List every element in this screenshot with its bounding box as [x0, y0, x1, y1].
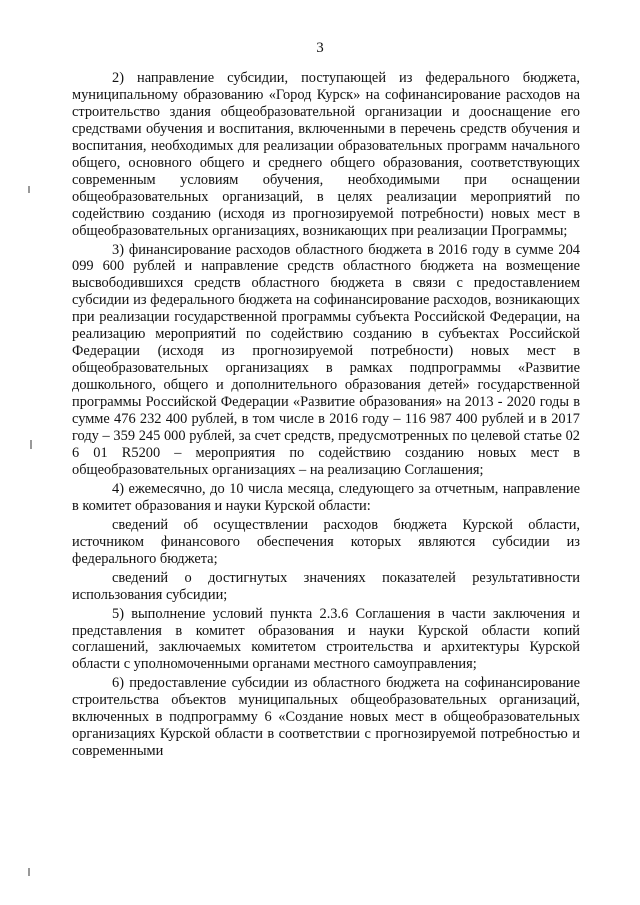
- scan-margin-mark: [28, 868, 30, 876]
- paragraph-item-3: 3) финансирование расходов областного бюджета в 2016 году в сумме 204 099 600 рублей и направление средств областного бюджета на возмещение высвободившихся средств областного бюджета в связи с предоставлением субсидии из федерального бюджета на софинансирование расходов, возникающих при реализации государственной программы субъекта Российской Федерации, на реализацию мероприятий по содействию созданию в субъектах Российской Федерации (исходя из прогнозируемой потребности) новых мест в общеобразовательных организациях в рамках подпрограммы «Развитие дошкольного, общего и дополнительного образования детей» государственной программы Российской Федерации «Развитие образования» на 2013 - 2020 годы в сумме 476 232 400 рублей, в том числе в 2016 году – 116 987 400 рублей и в 2017 году – 359 245 000 рублей, за счет средств, предусмотренных по целевой статье 02 6 01 R5200 – мероприятия по содействию созданию новых мест в общеобразовательных организациях – на реализацию Соглашения;: [72, 241, 580, 478]
- paragraph-expenses-info: сведений об осуществлении расходов бюджета Курской области, источником финансового обеспечения которых являются субсидии из федерального бюджета;: [72, 516, 580, 567]
- scan-margin-mark: [28, 186, 30, 193]
- scan-margin-mark: [30, 440, 32, 449]
- paragraph-item-2: 2) направление субсидии, поступающей из федерального бюджета, муниципальному образованию «Город Курск» на софинансирование расходов на строительство здания общеобразовательной организации и дооснащение его средствами обучения и воспитания, включенными в перечень средств обучения и воспитания, необходимых для реализации образовательных программ начального общего, основного общего и среднего общего образования, соответствующих современным условиям обучения, необходимыми при оснащении общеобразовательных организаций, в целях реализации мероприятий по содействию созданию (исходя из прогнозируемой потребности) новых мест в общеобразовательных организациях, возникающих при реализации Программы;: [72, 70, 580, 239]
- paragraph-item-5: 5) выполнение условий пункта 2.3.6 Соглашения в части заключения и представления в комитет образования и науки Курской области копий соглашений, заключаемых комитетом строительства и архитектуры Курской области с уполномоченными органами местного самоуправления;: [72, 605, 580, 673]
- paragraph-item-4: 4) ежемесячно, до 10 числа месяца, следующего за отчетным, направление в комитет образования и науки Курской области:: [72, 480, 580, 514]
- document-body: [72, 70, 580, 762]
- paragraph-item-6: 6) предоставление субсидии из областного бюджета на софинансирование строительства объектов муниципальных общеобразовательных организаций, включенных в подпрограмму 6 «Создание новых мест в общеобразовательных организациях Курской области в соответствии с прогнозируемой потребностью и современными: [72, 675, 580, 760]
- paragraph-indicators-info: сведений о достигнутых значениях показателей результативности использования субсидии;: [72, 569, 580, 603]
- page-number: 3: [316, 40, 324, 56]
